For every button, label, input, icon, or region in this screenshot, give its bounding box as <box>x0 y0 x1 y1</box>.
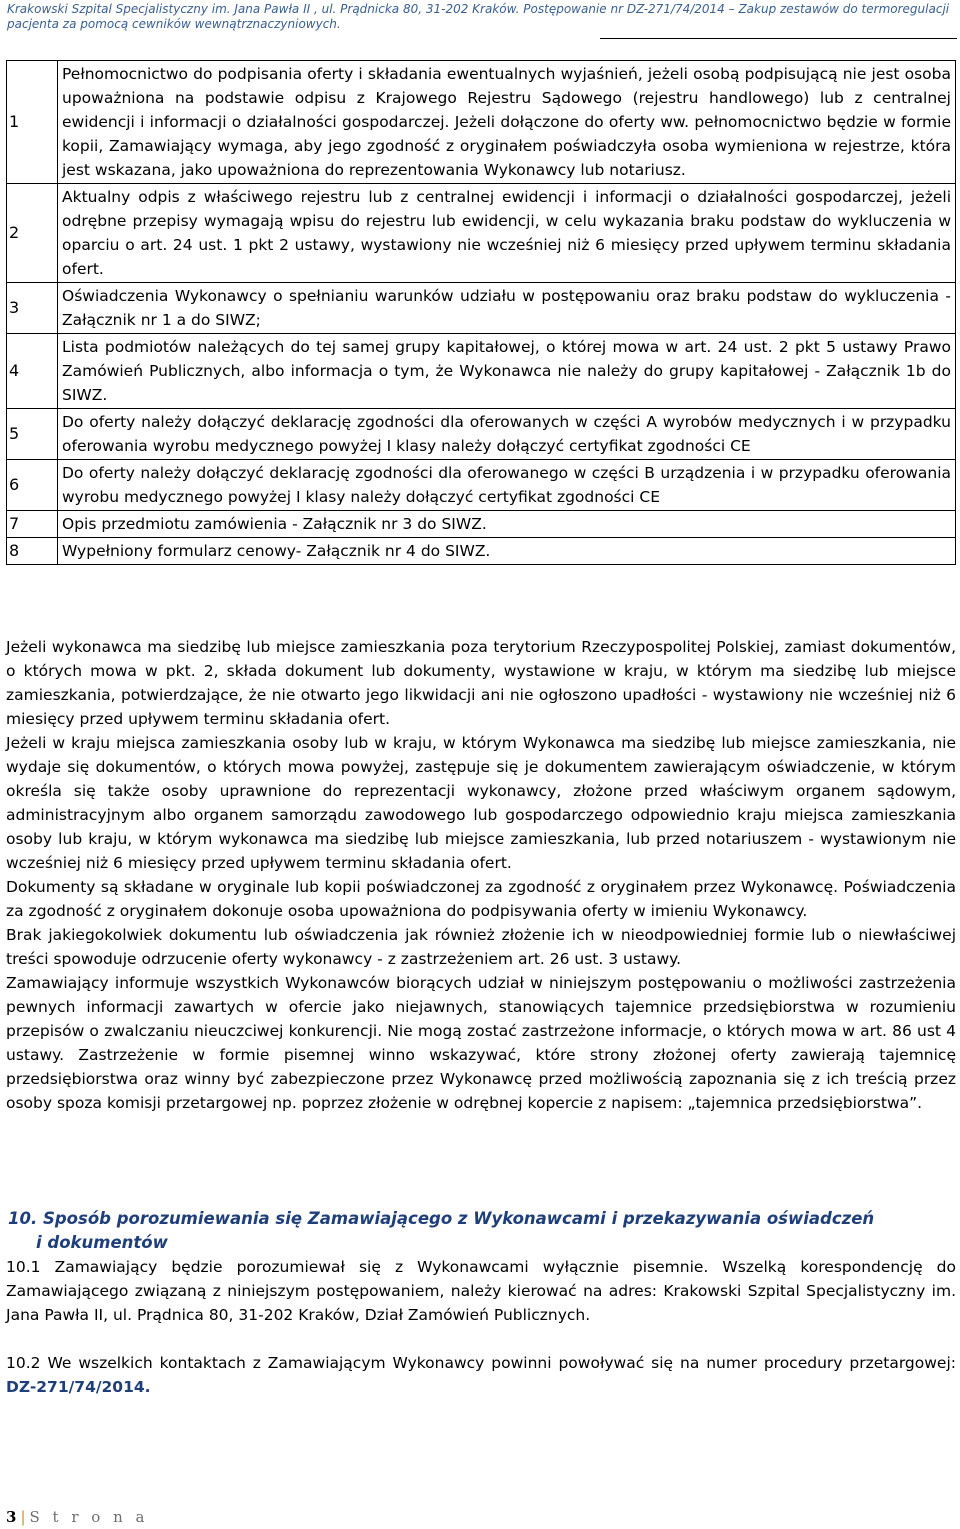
section-heading-line2: i dokumentów <box>36 1233 168 1252</box>
row-text: Do oferty należy dołączyć deklarację zgodności dla oferowanych w części A wyrobów medycznych i w przypadku oferowania wyrobu medycznego powyżej I klasy należy dołączyć certyfikat zgodności CE <box>58 409 956 460</box>
row-number: 1 <box>7 61 58 184</box>
row-number: 3 <box>7 283 58 334</box>
page-footer <box>6 1508 148 1526</box>
footer-separator: | <box>20 1508 26 1526</box>
row-number: 2 <box>7 184 58 283</box>
row-text: Aktualny odpis z właściwego rejestru lub z centralnej ewidencji i informacji o działalności gospodarczej, jeżeli odrębne przepisy wymagają wpisu do rejestru lub ewidencji, w celu wykazania braku podstaw do wykluczenia w oparciu o art. 24 ust. 1 pkt 2 ustawy, wystawiony nie wcześniej niż 6 miesięcy przed upływem terminu składania ofert. <box>58 184 956 283</box>
procedure-number: DZ-271/74/2014. <box>6 1378 151 1396</box>
row-text: Opis przedmiotu zamówienia - Załącznik nr 3 do SIWZ. <box>58 511 956 538</box>
row-text: Pełnomocnictwo do podpisania oferty i składania ewentualnych wyjaśnień, jeżeli osobą podpisującą nie jest osoba upoważniona na podstawie odpisu z Krajowego Rejestru Sądowego (rejestru handlowego) lub z centralnej ewidencji i informacji o działalności gospodarczej. Jeżeli dołączone do oferty ww. pełnomocnictwo będzie w formie kopii, Zamawiający wymaga, aby jego zgodność z oryginałem poświadczyła osoba wymieniona w rejestrze, która jest wskazana, jako upoważniona do reprezentowania Wykonawcy lub notariusz. <box>58 61 956 184</box>
table-row <box>7 184 956 283</box>
page-header <box>7 2 957 32</box>
body-text <box>6 635 956 1115</box>
table-row <box>7 460 956 511</box>
documents-table <box>6 60 956 565</box>
table-row <box>7 511 956 538</box>
footer-page-word: S t r o n a <box>29 1508 149 1526</box>
spacer <box>6 1327 956 1351</box>
paragraph-missing-documents: Brak jakiegokolwiek dokumentu lub oświadczenia jak również złożenie ich w nieodpowiedniej formie lub o niewłaściwej treści spowoduje odrzucenie oferty wykonawcy - z zastrzeżeniem art. 26 ust. 3 ustawy. <box>6 926 956 968</box>
paragraph-10-2-text: 10.2 We wszelkich kontaktach z Zamawiającym Wykonawcy powinni powoływać się na numer procedury przetargowej: <box>6 1354 956 1372</box>
paragraph-document-form: Dokumenty są składane w oryginale lub kopii poświadczonej za zgodność z oryginałem przez Wykonawcę. Poświadczenia za zgodność z oryginałem dokonuje osoba upoważniona do podpisywania oferty w imieniu Wykonawcy. <box>6 878 956 920</box>
table-row <box>7 538 956 565</box>
section-heading <box>6 1207 956 1255</box>
row-number: 6 <box>7 460 58 511</box>
row-text: Do oferty należy dołączyć deklarację zgodności dla oferowanego w części B urządzenia i w przypadku oferowania wyrobu medycznego powyżej I klasy należy dołączyć certyfikat zgodności CE <box>58 460 956 511</box>
row-number: 7 <box>7 511 58 538</box>
paragraph-foreign-documents: Jeżeli wykonawca ma siedzibę lub miejsce zamieszkania poza terytorium Rzeczypospolitej Polskiej, zamiast dokumentów, o których mowa w pkt. 2, składa dokument lub dokumenty, wystawione w kraju, w którym ma siedzibę lub miejsce zamieszkania, potwierdzające, że nie otwarto jego likwidacji ani nie ogłoszono upadłości - wystawiony nie wcześniej niż 6 miesięcy przed upływem terminu składania ofert. <box>6 638 956 728</box>
row-text: Oświadczenia Wykonawcy o spełnianiu warunków udziału w postępowaniu oraz braku podstaw do wykluczenia - Załącznik nr 1 a do SIWZ; <box>58 283 956 334</box>
paragraph-10-1: 10.1 Zamawiający będzie porozumiewał się z Wykonawcami wyłącznie pisemnie. Wszelką korespondencję do Zamawiającego związaną z niniejszym postępowaniem, należy kierować na adres: Krakowski Szpital Specjalistyczny im. Jana Pawła II, ul. Prądnica 80, 31-202 Kraków, Dział Zamówień Publicznych. <box>6 1258 956 1324</box>
page-number: 3 <box>6 1508 17 1526</box>
row-text: Lista podmiotów należących do tej samej grupy kapitałowej, o której mowa w art. 24 ust. 2 pkt 5 ustawy Prawo Zamówień Publicznych, albo informacja o tym, że Wykonawca nie należy do grupy kapitałowej - Załącznik 1b do SIWZ. <box>58 334 956 409</box>
section-heading-line1: 10. Sposób porozumiewania się Zamawiającego z Wykonawcami i przekazywania oświadczeń <box>8 1209 875 1228</box>
row-number: 4 <box>7 334 58 409</box>
row-number: 8 <box>7 538 58 565</box>
table-row <box>7 334 956 409</box>
paragraph-replacement-statement: Jeżeli w kraju miejsca zamieszkania osoby lub w kraju, w którym Wykonawca ma siedzibę lub miejsce zamieszkania, nie wydaje się dokumentów, o których mowa powyżej, zastępuje się je dokumentem zawierającym oświadczenie, w którym określa się także osoby uprawnione do reprezentacji wykonawcy, złożone przed właściwym organem sądowym, administracyjnym albo organem samorządu zawodowego lub gospodarczego odpowiednio kraju miejsca zamieszkania osoby lub kraju, w którym wykonawca ma siedzibę lub miejsce zamieszkania, lub przed notariuszem - wystawionym nie wcześniej niż 6 miesięcy przed upływem terminu składania ofert. <box>6 734 956 872</box>
paragraph-trade-secret: Zamawiający informuje wszystkich Wykonawców biorących udział w niniejszym postępowaniu o możliwości zastrzeżenia pewnych informacji zawartych w ofercie jako niejawnych, stanowiących tajemnice przedsiębiorstwa w rozumieniu przepisów o zwalczaniu nieuczciwej konkurencji. Nie mogą zostać zastrzeżone informacje, o których mowa w art. 86 ust 4 ustawy. Zastrzeżenie w formie pisemnej winno wskazywać, które strony złożonej oferty zawierają tajemnicę przedsiębiorstwa oraz winny być zabezpieczone przez Wykonawcę przed możliwością zapoznania się z ich treścią przez osoby spoza komisji przetargowej np. poprzez złożenie w odrębnej kopercie z napisem: „tajemnica przedsiębiorstwa”. <box>6 974 956 1112</box>
table-row <box>7 409 956 460</box>
header-rule <box>600 38 957 39</box>
paragraph-10-2 <box>6 1351 956 1399</box>
section-10 <box>6 1207 956 1399</box>
row-number: 5 <box>7 409 58 460</box>
header-text: Krakowski Szpital Specjalistyczny im. Jana Pawła II , ul. Prądnicka 80, 31-202 Kraków. Postępowanie nr DZ-271/74/2014 – Zakup zestawów do termoregulacji pacjenta za pomocą cewników wewnątrznaczyniowych. <box>7 2 950 31</box>
row-text: Wypełniony formularz cenowy- Załącznik nr 4 do SIWZ. <box>58 538 956 565</box>
table-row <box>7 61 956 184</box>
table-row <box>7 283 956 334</box>
